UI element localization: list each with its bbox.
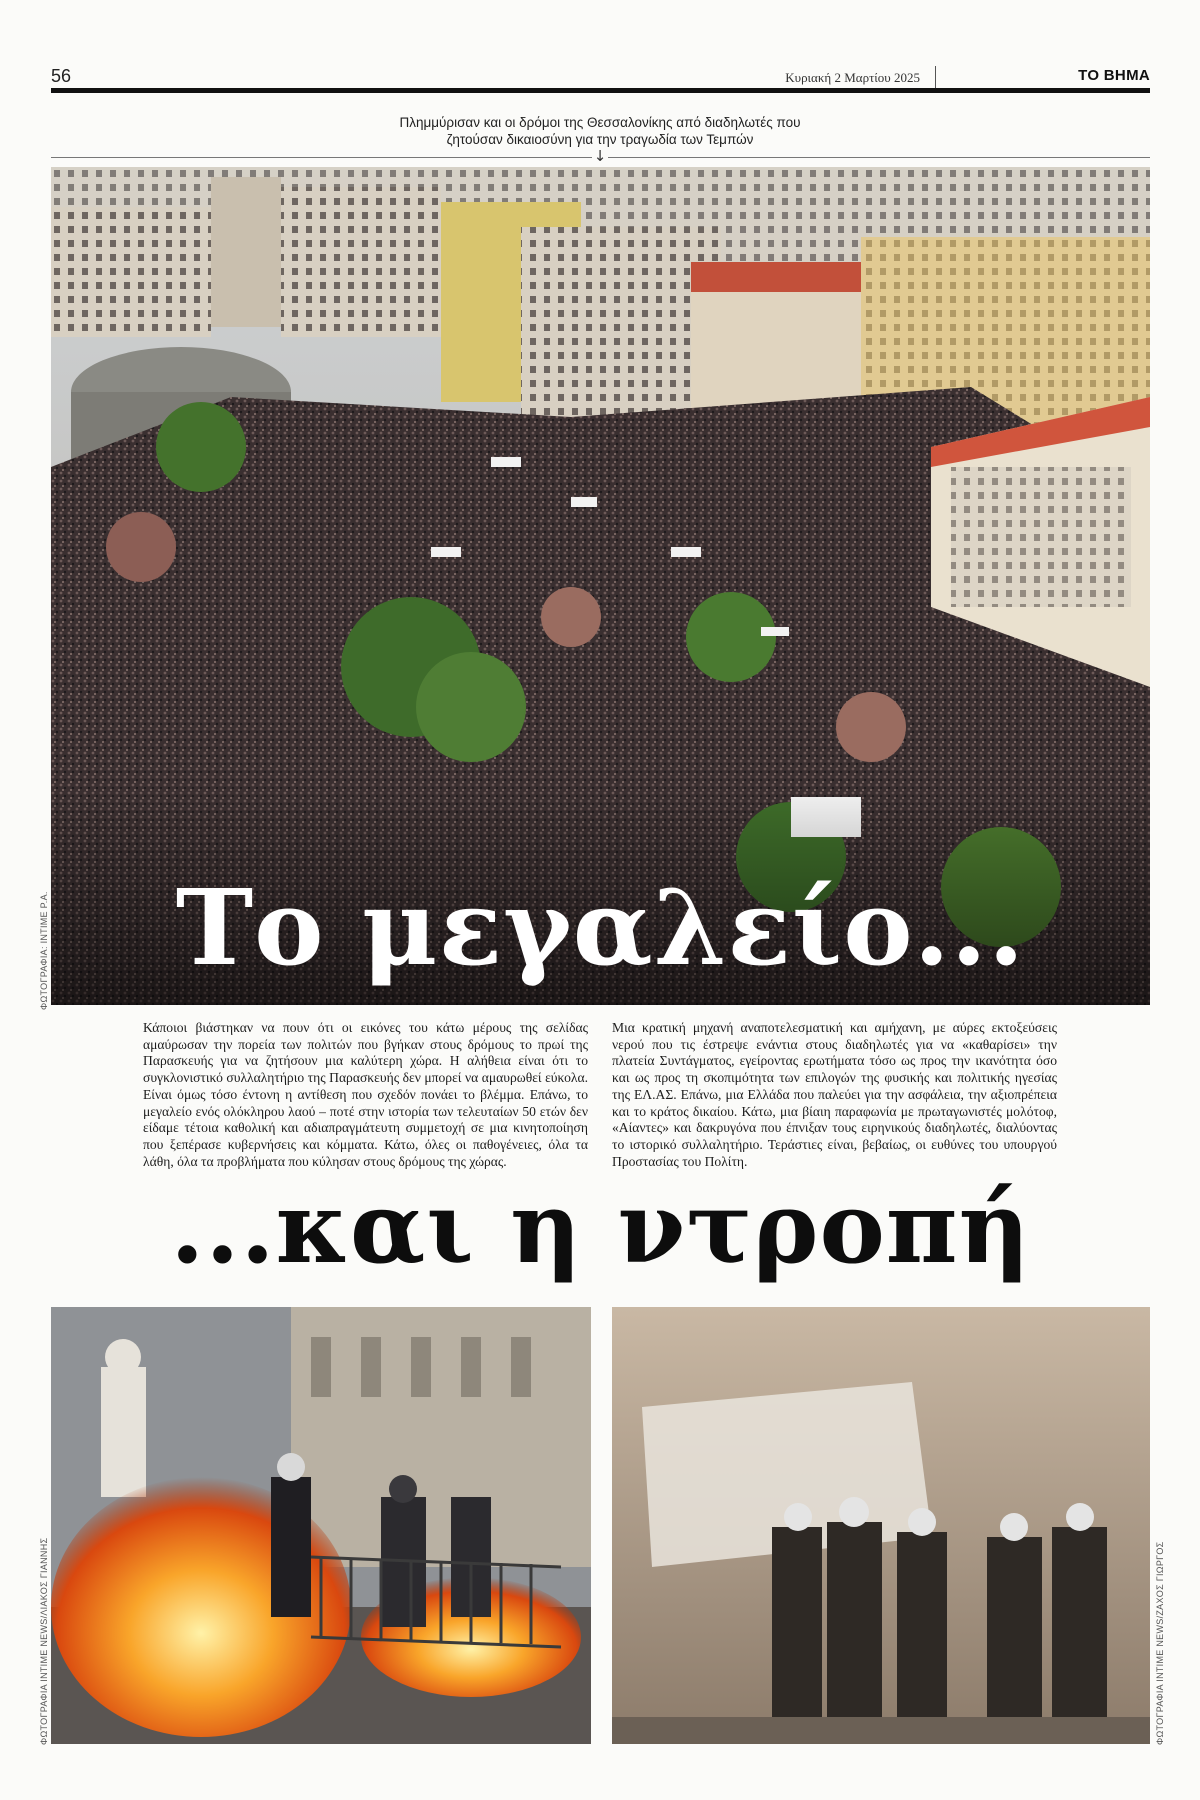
page-number: 56 [51, 66, 72, 86]
photo-molotov-fire [51, 1307, 591, 1744]
header-rule [51, 88, 1150, 93]
headline-grandeur: Το μεγαλείο... [175, 866, 1026, 989]
headline-shame: ...και η ντροπή [170, 1171, 1031, 1286]
caption-line-1: Πλημμύρισαν και οι δρόμοι της Θεσσαλονίκης από διαδηλωτές που [399, 115, 801, 130]
fire-photo-illustration [51, 1307, 591, 1744]
publication-name: ΤΟ ΒΗΜΑ [1078, 67, 1150, 84]
caption-line-2: ζητούσαν δικαιοσύνη για την τραγωδία των Τεμπών [446, 132, 754, 147]
article-column-right: Μια κρατική μηχανή αναποτελεσματική και αμήχανη, με αύρες εκτοξεύσεις νερού που τις έστρεψε ενάντια στους διαδηλωτές για να «καθαρίσει» την πλατεία Συντάγματος, εγείροντας ερωτήματα τόσο ως προς την ικανότητα όσο και ως προς τη σκοπιμότητα των επιλογών της φυσικής και πολιτικής ηγεσίας της ΕΛ.ΑΣ. Επάνω, μια Ελλάδα που παλεύει για την ασφάλεια, την αξιοπρέπεια και το κράτος δικαίου. Κάτω, μια βίαιη παραφωνία με πρωταγωνιστές μολότοφ, «Αίαντες» και δακρυγόνα που έπνιξαν τους ειρηνικούς διαδηλωτές, διαλύοντας το ιστορικό συλλαλητήριο. Τεράστιες είναι, βεβαίως, οι ευθύνες του υπουργού Προστασίας του Πολίτη. [612, 1020, 1057, 1169]
riot-police-photo-illustration [612, 1307, 1150, 1744]
main-photo-credit: ΦΩΤΟΓΡΑΦΙΑ: INTIME P.A. [39, 891, 49, 1010]
photo-riot-police [612, 1307, 1150, 1744]
issue-date: Κυριακή 2 Μαρτίου 2025 [785, 70, 920, 85]
right-photo-credit: ΦΩΤΟΓΡΑΦΙΑ INTIME NEWS/ΖΑΧΟΣ ΓΙΩΡΓΟΣ [1155, 1541, 1165, 1745]
left-photo-credit: ΦΩΤΟΓΡΑΦΙΑ INTIME NEWS/ΛΙΑΚΟΣ ΓΙΑΝΝΗΣ [39, 1537, 49, 1745]
arrow-down-icon: ↓ [593, 147, 607, 165]
photo-caption [330, 114, 870, 148]
header-divider [935, 66, 936, 88]
article-column-left: Κάποιοι βιάστηκαν να πουν ότι οι εικόνες του κάτω μέρους της σελίδας αμαύρωσαν την πορεία των πολιτών που βγήκαν στους δρόμους το πρωί της Παρασκευής για να ζητήσουν μια καλύτερη χώρα. Η αλήθεια είναι ότι το συγκλονιστικό συλλαλητήριο της Παρασκευής δεν μπορεί να αμαυρωθεί εύκολα. Είναι όμως τόσο έντονη η αντίθεση που σχεδόν πονάει το βλέμμα. Επάνω, το μεγαλείο ενός ολόκληρου λαού – ποτέ στην ιστορία των τελευταίων 50 ετών δεν είδαμε τέτοια καθολική και αδιαπραγμάτευτη συμμετοχή σε μια κινητοποίηση που ξεπέρασε κυβερνήσεις και κόμματα. Κάτω, όλες οι παθογένειες, όλα τα λάθη, όλα τα προβλήματα που κύλησαν στους δρόμους της χώρας. [143, 1020, 588, 1169]
